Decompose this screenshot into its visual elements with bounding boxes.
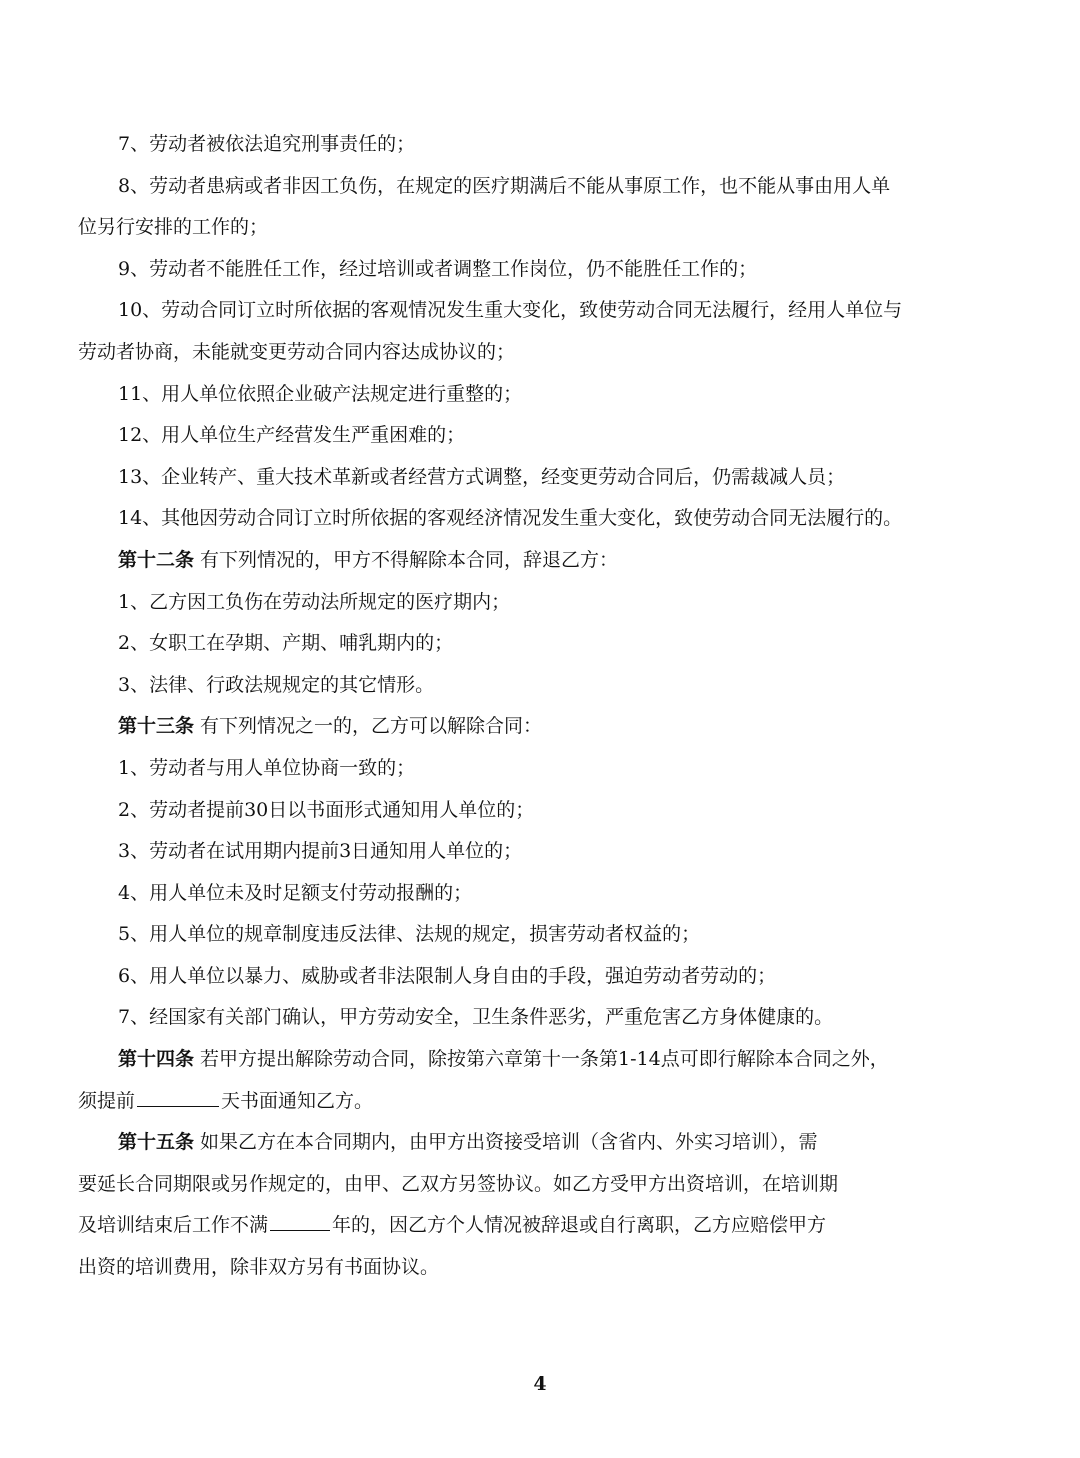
clause-line <box>78 1205 998 1247</box>
clause-line: 7、劳动者被依法追究刑事责任的； <box>118 133 416 155</box>
article-13 <box>78 706 998 748</box>
article-14-text: 若甲方提出解除劳动合同，除按第六章第十一条第1-14点可即行解除本合同之外， <box>194 1048 889 1071</box>
article-13-title: 第十三条 <box>118 715 195 738</box>
clause-line: 11、用人单位依照企业破产法规定进行重整的； <box>118 382 523 405</box>
clause-line: 2、女职工在孕期、产期、哺乳期内的； <box>118 632 454 655</box>
clause-line <box>78 1081 998 1123</box>
clause-line: 12、用人单位生产经营发生严重困难的； <box>118 424 466 447</box>
article-15-text: 如果乙方在本合同期内，由甲方出资接受培训（含省内、外实习培训），需 <box>194 1131 818 1154</box>
clause-line: 6、用人单位以暴力、威胁或者非法限制人身自由的手段，强迫劳动者劳动的； <box>118 964 777 987</box>
article-15-title: 第十五条 <box>118 1131 195 1154</box>
article-15 <box>78 1122 998 1164</box>
clause-line: 出资的培训费用，除非双方另有书面协议。 <box>78 1256 440 1279</box>
clause-text: 年的，因乙方个人情况被辞退或自行离职，乙方应赔偿甲方 <box>332 1214 827 1237</box>
article-14 <box>78 1039 998 1081</box>
clause-line: 10、劳动合同订立时所依据的客观情况发生重大变化，致使劳动合同无法履行，经用人单位与 <box>118 299 903 322</box>
clause-line: 7、经国家有关部门确认，甲方劳动安全，卫生条件恶劣，严重危害乙方身体健康的。 <box>118 1006 834 1029</box>
clause-line: 9、劳动者不能胜任工作，经过培训或者调整工作岗位，仍不能胜任工作的； <box>118 257 758 280</box>
fill-in-blank-years[interactable] <box>270 1229 330 1231</box>
clause-line: 1、劳动者与用人单位协商一致的； <box>118 756 416 779</box>
clause-text: 及培训结束后工作不满 <box>78 1214 269 1237</box>
clause-line: 13、企业转产、重大技术革新或者经营方式调整，经变更劳动合同后，仍需裁减人员； <box>118 465 846 488</box>
clause-text: 须提前 <box>78 1089 136 1112</box>
clause-line: 8、劳动者患病或者非因工负伤，在规定的医疗期满后不能从事原工作，也不能从事由用人单 <box>118 174 891 197</box>
fill-in-blank-days[interactable] <box>137 1105 219 1107</box>
article-14-title: 第十四条 <box>118 1048 195 1071</box>
clause-text: 天书面通知乙方。 <box>221 1089 374 1112</box>
article-12-text: 有下列情况的，甲方不得解除本合同，辞退乙方： <box>194 548 619 571</box>
clause-line: 位另行安排的工作的； <box>78 216 269 239</box>
article-12 <box>78 540 998 582</box>
clause-line: 2、劳动者提前30日以书面形式通知用人单位的； <box>118 798 535 821</box>
clause-line: 要延长合同期限或另作规定的，由甲、乙双方另签协议。如乙方受甲方出资培训，在培训期 <box>78 1172 839 1195</box>
article-12-title: 第十二条 <box>118 548 195 571</box>
article-13-text: 有下列情况之一的，乙方可以解除合同： <box>194 715 543 738</box>
clause-line: 5、用人单位的规章制度违反法律、法规的规定，损害劳动者权益的； <box>118 923 701 946</box>
clause-line: 1、乙方因工负伤在劳动法所规定的医疗期内； <box>118 590 511 613</box>
page-number: 4 <box>533 1373 547 1395</box>
clause-line: 3、法律、行政法规规定的其它情形。 <box>118 673 435 696</box>
clause-line: 4、用人单位未及时足额支付劳动报酬的； <box>118 881 473 904</box>
clause-line: 劳动者协商，未能就变更劳动合同内容达成协议的； <box>78 340 516 363</box>
clause-line: 14、其他因劳动合同订立时所依据的客观经济情况发生重大变化，致使劳动合同无法履行的。 <box>118 507 903 530</box>
clause-line: 3、劳动者在试用期内提前3日通知用人单位的； <box>118 840 523 863</box>
contract-body <box>78 124 998 1289</box>
